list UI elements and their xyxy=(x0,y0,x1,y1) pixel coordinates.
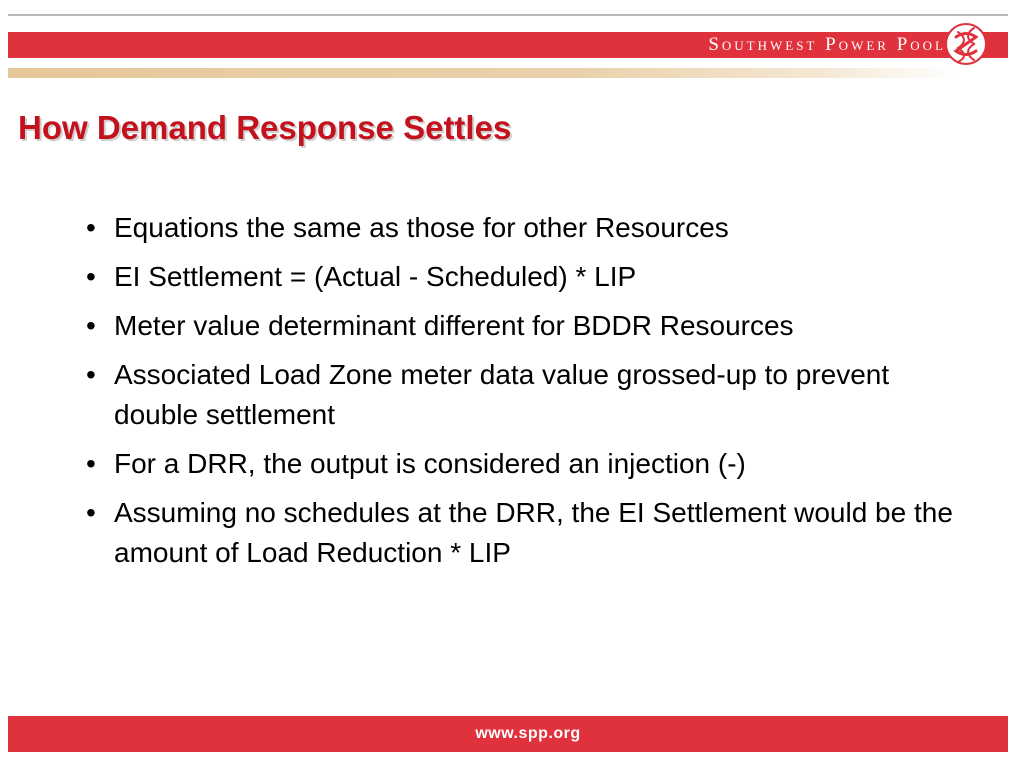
footer-url: www.spp.org xyxy=(475,725,581,742)
bullet-text: Equations the same as those for other Resources xyxy=(114,212,729,243)
top-rule xyxy=(8,14,1008,16)
bullet-text: Assuming no schedules at the DRR, the EI Settlement would be the amount of Load Reduction * LIP xyxy=(114,497,953,568)
gold-accent-bar xyxy=(8,68,958,78)
bullet-dot-icon: • xyxy=(86,261,96,292)
bullet-dot-icon: • xyxy=(86,310,96,341)
bullet-item xyxy=(86,493,966,573)
spp-knot-logo-icon xyxy=(944,22,988,66)
bullet-text: EI Settlement = (Actual - Scheduled) * LIP xyxy=(114,261,637,292)
bullet-dot-icon: • xyxy=(86,448,96,479)
bullet-item xyxy=(86,257,966,297)
bullet-list xyxy=(86,208,966,582)
bullet-item xyxy=(86,306,966,346)
bullet-text: Associated Load Zone meter data value grossed-up to prevent double settlement xyxy=(114,359,890,430)
brand-name: Southwest Power Pool xyxy=(708,34,946,55)
bullet-item xyxy=(86,208,966,248)
bullet-item xyxy=(86,444,966,484)
footer-bar xyxy=(8,716,1008,752)
bullet-text: Meter value determinant different for BDDR Resources xyxy=(114,310,794,341)
bullet-text: For a DRR, the output is considered an injection (-) xyxy=(114,448,746,479)
bullet-dot-icon: • xyxy=(86,359,96,390)
slide-title: How Demand Response Settles xyxy=(18,109,512,146)
bullet-item xyxy=(86,355,966,435)
bullet-dot-icon: • xyxy=(86,497,96,528)
bullet-dot-icon: • xyxy=(86,212,96,243)
